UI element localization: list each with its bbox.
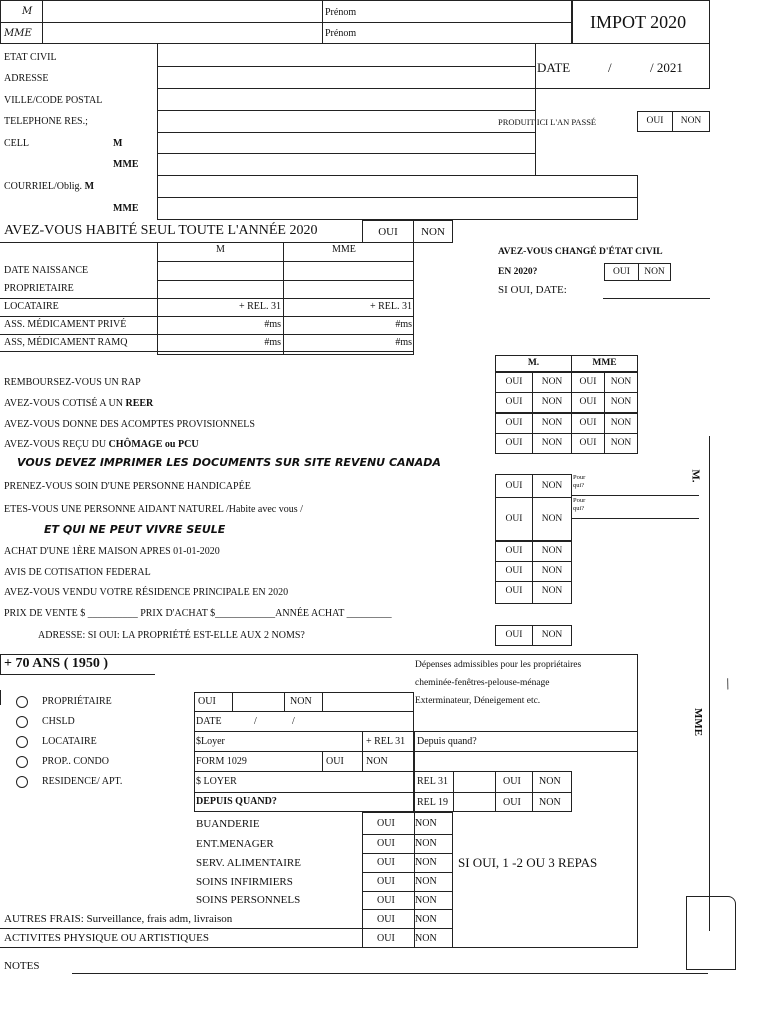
avis-non[interactable]: NON: [532, 561, 572, 582]
notes-field[interactable]: [72, 955, 708, 972]
side-slash: /: [723, 675, 734, 694]
senior-grid: [194, 692, 414, 812]
si-oui-date-line: [603, 298, 710, 299]
sg-depuis-quand-caps: DEPUIS QUAND?: [196, 796, 277, 807]
date-box-right: [709, 44, 710, 88]
vendu-non[interactable]: NON: [532, 581, 572, 604]
ass-ramq-ms-m: #ms: [264, 337, 281, 348]
chomage-mme-non[interactable]: NON: [604, 433, 638, 454]
sg-depuis-quand: Depuis quand?: [417, 736, 477, 747]
service-buanderie: BUANDERIE: [196, 818, 260, 830]
svc-l3: [362, 872, 453, 873]
depenses-line-2: cheminée-fenêtres-pelouse-ménage: [415, 678, 550, 688]
svc-buanderie-non[interactable]: NON: [415, 818, 437, 829]
q-avis: AVIS DE COTISATION FEDERAL: [4, 567, 151, 578]
aidant-pour-qui-line: [572, 518, 699, 519]
svc-l5: [362, 909, 453, 910]
reer-mme-oui[interactable]: OUI: [571, 392, 605, 413]
notes-line: [72, 973, 708, 974]
cell-m-field[interactable]: [158, 133, 534, 152]
svc-menager-non[interactable]: NON: [415, 838, 437, 849]
acomptes-m-non[interactable]: NON: [532, 413, 572, 434]
sg-vline-3: [322, 692, 323, 711]
senior-right-border: [637, 654, 638, 948]
sg-vline-4: [362, 731, 363, 751]
mme-last-name-field[interactable]: [43, 23, 321, 43]
ass-prive-ms-mme: #ms: [395, 319, 412, 330]
side-mme-label: MME: [692, 707, 705, 737]
hh-line-1: [157, 261, 414, 262]
svc-alimentaire-non[interactable]: NON: [415, 857, 437, 868]
telephone-label: TELEPHONE RES.;: [4, 116, 88, 127]
sg-rel31: + REL 31: [366, 736, 406, 747]
change-non[interactable]: NON: [638, 263, 671, 281]
aidant-pour-qui: Pour qui?: [573, 497, 586, 512]
rel-v1: [453, 771, 454, 812]
hh-line-6: [0, 351, 414, 352]
hh-line-2: [157, 280, 414, 281]
q-reer: [4, 398, 153, 410]
svc-infirmiers-oui[interactable]: OUI: [377, 876, 395, 887]
si-oui-date-label: SI OUI, DATE:: [498, 284, 567, 296]
q-acomptes: AVEZ-VOUS DONNE DES ACOMPTES PROVISIONNELS: [4, 419, 255, 430]
svc-infirmiers-non[interactable]: NON: [415, 876, 437, 887]
hh-row-ass-ramq: ASS, MÉDICAMENT RAMQ: [4, 337, 128, 348]
senior-left-border-2: [0, 690, 1, 705]
option-chsld: CHSLD: [42, 716, 75, 727]
sg-line-4: [194, 771, 414, 772]
produit-ici-label: PRODUIT ICI L'AN PASSÉ: [498, 117, 597, 127]
hh-line-5: [0, 334, 414, 335]
q-maison: ACHAT D'UNE 1ÈRE MAISON APRES 01-01-2020: [4, 546, 220, 557]
rel-v3: [532, 771, 533, 812]
rel-v2: [495, 771, 496, 812]
q-chomage: [4, 439, 199, 451]
sg-form: FORM 1029: [196, 756, 247, 767]
svc-autres-oui[interactable]: OUI: [377, 914, 395, 925]
cell-label: CELL: [4, 138, 29, 149]
prenom-label-m: Prénom: [325, 7, 357, 18]
courriel-label: [4, 181, 94, 193]
hh-row-proprietaire: PROPRIETAIRE: [4, 283, 74, 294]
sg-form-oui[interactable]: OUI: [326, 756, 344, 767]
sg-vline-2: [284, 692, 285, 711]
cell-m-label: M: [113, 138, 123, 149]
m-last-name-field[interactable]: [43, 1, 321, 21]
hh-row-ass-prive: ASS. MÉDICAMENT PRIVÉ: [4, 319, 127, 330]
sg-vline-1: [232, 692, 233, 711]
date-label: DATE: [537, 60, 571, 75]
senior-top-line: [0, 654, 638, 655]
sg-line-3: [194, 751, 638, 752]
radio-proprietaire[interactable]: [16, 696, 28, 708]
svc-alimentaire-oui[interactable]: OUI: [377, 857, 395, 868]
sg-date-label: DATE: [196, 716, 222, 727]
produit-oui[interactable]: OUI: [637, 111, 673, 132]
vendu-oui[interactable]: OUI: [495, 581, 533, 604]
sg-date: [196, 716, 295, 728]
sg-loyer: $Loyer: [196, 736, 225, 747]
side-vertical-line: [709, 436, 710, 931]
q-prix: PRIX DE VENTE $ __________ PRIX D'ACHAT $____________ANNÉE ACHAT _________: [4, 608, 392, 619]
rel31-non[interactable]: NON: [539, 776, 561, 787]
q-rap: REMBOURSEZ-VOUS UN RAP: [4, 377, 141, 388]
service-ent-menager: ENT.MENAGER: [196, 838, 274, 850]
svc-buanderie-oui[interactable]: OUI: [377, 818, 395, 829]
telephone-field[interactable]: [158, 111, 534, 131]
ass-ramq-ms-mme: #ms: [395, 337, 412, 348]
change-question-2: EN 2020?: [498, 267, 538, 277]
svc-activites-non[interactable]: NON: [415, 933, 437, 944]
svc-l4: [362, 891, 453, 892]
courriel-mme-field[interactable]: [158, 198, 636, 218]
date-box-left: [535, 44, 536, 88]
sg-line-1: [194, 711, 414, 712]
q-adresse-noms: ADRESSE: SI OUI: LA PROPRIÉTÉ EST-ELLE AUX 2 NOMS?: [38, 630, 305, 641]
avis-oui[interactable]: OUI: [495, 561, 533, 582]
q-chomage-bold: CHÔMAGE ou PCU: [108, 439, 199, 450]
aidant-oui[interactable]: OUI: [495, 497, 533, 541]
adresse-label: ADRESSE: [4, 73, 49, 84]
handicap-non[interactable]: NON: [532, 474, 572, 498]
m-label: M: [22, 6, 33, 17]
hh-row-locataire: LOCATAIRE: [4, 301, 59, 312]
service-infirmiers: SOINS INFIRMIERS: [196, 876, 293, 888]
q-handicap: PRENEZ-VOUS SOIN D'UNE PERSONNE HANDICAPÉE: [4, 481, 251, 492]
rel19-label: REL 19: [417, 797, 449, 808]
reer-mme-non[interactable]: NON: [604, 392, 638, 413]
senior-title: + 70 ANS ( 1950 ): [4, 656, 109, 671]
rap-mme-oui[interactable]: OUI: [571, 372, 605, 393]
prenom-label-mme: Prénom: [325, 28, 357, 39]
q-reer-text: AVEZ-VOUS COTISÉ A UN: [4, 398, 123, 409]
chomage-m-non[interactable]: NON: [532, 433, 572, 454]
rel31-oui[interactable]: OUI: [503, 776, 521, 787]
mme-label: MME: [4, 28, 32, 39]
svc-top: [362, 812, 453, 813]
sg-s-loyer: $ LOYER: [196, 776, 237, 787]
option-prop-condo: PROP.. CONDO: [42, 756, 109, 767]
side-m-label: M.: [689, 469, 702, 483]
svc-activites-oui[interactable]: OUI: [377, 933, 395, 944]
handicap-oui[interactable]: OUI: [495, 474, 533, 498]
senior-title-underline: [0, 674, 155, 675]
reer-m-non[interactable]: NON: [532, 392, 572, 413]
q-col-header-mme: MME: [571, 355, 638, 372]
ass-prive-ms-m: #ms: [264, 319, 281, 330]
courriel-m-field[interactable]: [158, 176, 636, 196]
svc-autres-non[interactable]: NON: [415, 914, 437, 925]
option-residence: RESIDENCE/ APT.: [42, 776, 123, 787]
rap-m-non[interactable]: NON: [532, 372, 572, 393]
household-col-mme: MME: [332, 244, 356, 255]
date-separator: /: [608, 60, 612, 75]
svc-l1: [362, 834, 453, 835]
sg-non[interactable]: NON: [290, 696, 312, 707]
acomptes-mme-non[interactable]: NON: [604, 413, 638, 434]
seul-oui[interactable]: OUI: [362, 220, 414, 243]
chomage-mme-oui[interactable]: OUI: [571, 433, 605, 454]
courriel-mme-label: MME: [113, 203, 139, 214]
sg-vline-6: [362, 751, 363, 771]
ville-label: VILLE/CODE POSTAL: [4, 95, 103, 106]
rap-mme-non[interactable]: NON: [604, 372, 638, 393]
radio-locataire[interactable]: [16, 736, 28, 748]
noms-non[interactable]: NON: [532, 625, 572, 646]
hh-line-3: [0, 298, 414, 299]
autres-frais: AUTRES FRAIS: Surveillance, frais adm, livraison: [4, 913, 233, 925]
repas-note: SI OUI, 1 -2 OU 3 REPAS: [458, 855, 598, 870]
ville-field[interactable]: [158, 89, 534, 109]
q-col-header-m: M.: [495, 355, 572, 372]
change-oui[interactable]: OUI: [604, 263, 639, 281]
locataire-rel31-mme: + REL. 31: [369, 301, 412, 312]
q-seule-note: ET QUI NE PEUT VIVRE SEULE: [44, 523, 226, 536]
rel31-label: REL 31: [417, 776, 449, 787]
name-col-divider-2: [322, 0, 323, 44]
q-reer-bold: REER: [125, 398, 154, 409]
etat-civil-field[interactable]: [158, 45, 534, 65]
svc-l2: [362, 853, 453, 854]
svc-menager-oui[interactable]: OUI: [377, 838, 395, 849]
rel-grid-mid: [414, 792, 572, 793]
sg-date-sep-2: /: [292, 716, 295, 727]
sg-form-non[interactable]: NON: [366, 756, 388, 767]
sg-date-sep-1: /: [254, 716, 257, 727]
maison-oui[interactable]: OUI: [495, 541, 533, 562]
service-alimentaire: SERV. ALIMENTAIRE: [196, 857, 301, 869]
courriel-m: M: [84, 181, 95, 192]
produit-non[interactable]: NON: [672, 111, 710, 132]
cell-mme-field[interactable]: [158, 154, 534, 174]
aidant-pour-qui-field[interactable]: [596, 499, 698, 517]
hh-line-4: [0, 316, 414, 317]
sg-vline-5: [322, 751, 323, 771]
rap-m-oui[interactable]: OUI: [495, 372, 533, 393]
noms-oui[interactable]: OUI: [495, 625, 533, 646]
depenses-line-1: Dépenses admissibles pour les propriétaires: [415, 660, 582, 670]
date-year: / 2021: [650, 60, 683, 75]
adresse-field[interactable]: [158, 67, 534, 87]
locataire-rel31-m: + REL. 31: [238, 301, 281, 312]
notes-label: NOTES: [4, 960, 40, 972]
rel19-non[interactable]: NON: [539, 797, 561, 808]
senior-left-border: [0, 654, 1, 674]
hh-row-date-naissance: DATE NAISSANCE: [4, 265, 89, 276]
reer-m-oui[interactable]: OUI: [495, 392, 533, 413]
sg-line-5: [194, 792, 414, 793]
radio-residence[interactable]: [16, 776, 28, 788]
chomage-m-oui[interactable]: OUI: [495, 433, 533, 454]
aidant-non[interactable]: NON: [532, 497, 572, 541]
activites: ACTIVITES PHYSIQUE OU ARTISTIQUES: [4, 932, 209, 944]
courriel-text: COURRIEL/Oblig.: [4, 181, 83, 192]
q-aidant: ETES-VOUS UNE PERSONNE AIDANT NATUREL /Habite avec vous /: [4, 504, 303, 515]
sg-line-2: [194, 731, 638, 732]
rel19-oui[interactable]: OUI: [503, 797, 521, 808]
seul-non[interactable]: NON: [413, 220, 453, 243]
option-proprietaire: PROPRIÉTAIRE: [42, 696, 112, 707]
etat-civil-label: ETAT CIVIL: [4, 52, 57, 63]
household-col-m: M: [216, 244, 225, 255]
depenses-line-3: Exterminateur, Déneigement etc.: [415, 696, 541, 706]
radio-prop-condo[interactable]: [16, 756, 28, 768]
maison-non[interactable]: NON: [532, 541, 572, 562]
acomptes-m-oui[interactable]: OUI: [495, 413, 533, 434]
date-box-bottom: [535, 88, 710, 89]
signature-box[interactable]: [686, 896, 736, 970]
change-question-1: AVEZ-VOUS CHANGÉ D'ÉTAT CIVIL: [498, 247, 663, 257]
page-title: IMPOT 2020: [590, 12, 687, 32]
q-imprimer-note: VOUS DEVEZ IMPRIMER LES DOCUMENTS SUR SITE REVENU CANADA: [17, 456, 441, 469]
option-locataire: LOCATAIRE: [42, 736, 97, 747]
svc-l6: [0, 928, 453, 929]
q-vendu: AVEZ-VOUS VENDU VOTRE RÉSIDENCE PRINCIPALE EN 2020: [4, 587, 289, 598]
seul-question: AVEZ-VOUS HABITÉ SEUL TOUTE L'ANNÉE 2020: [4, 223, 318, 238]
sg-oui[interactable]: OUI: [198, 696, 216, 707]
cell-mme-label: MME: [113, 159, 139, 170]
handicap-pour-qui: Pour qui?: [573, 474, 586, 489]
acomptes-mme-oui[interactable]: OUI: [571, 413, 605, 434]
senior-bottom: [0, 947, 638, 948]
q-chomage-text: AVEZ-VOUS REÇU DU: [4, 439, 107, 450]
radio-chsld[interactable]: [16, 716, 28, 728]
svc-personnels-oui[interactable]: OUI: [377, 895, 395, 906]
handicap-pour-qui-line: [572, 495, 699, 496]
svc-personnels-non[interactable]: NON: [415, 895, 437, 906]
handicap-pour-qui-field[interactable]: [596, 476, 698, 494]
service-personnels: SOINS PERSONNELS: [196, 894, 301, 906]
